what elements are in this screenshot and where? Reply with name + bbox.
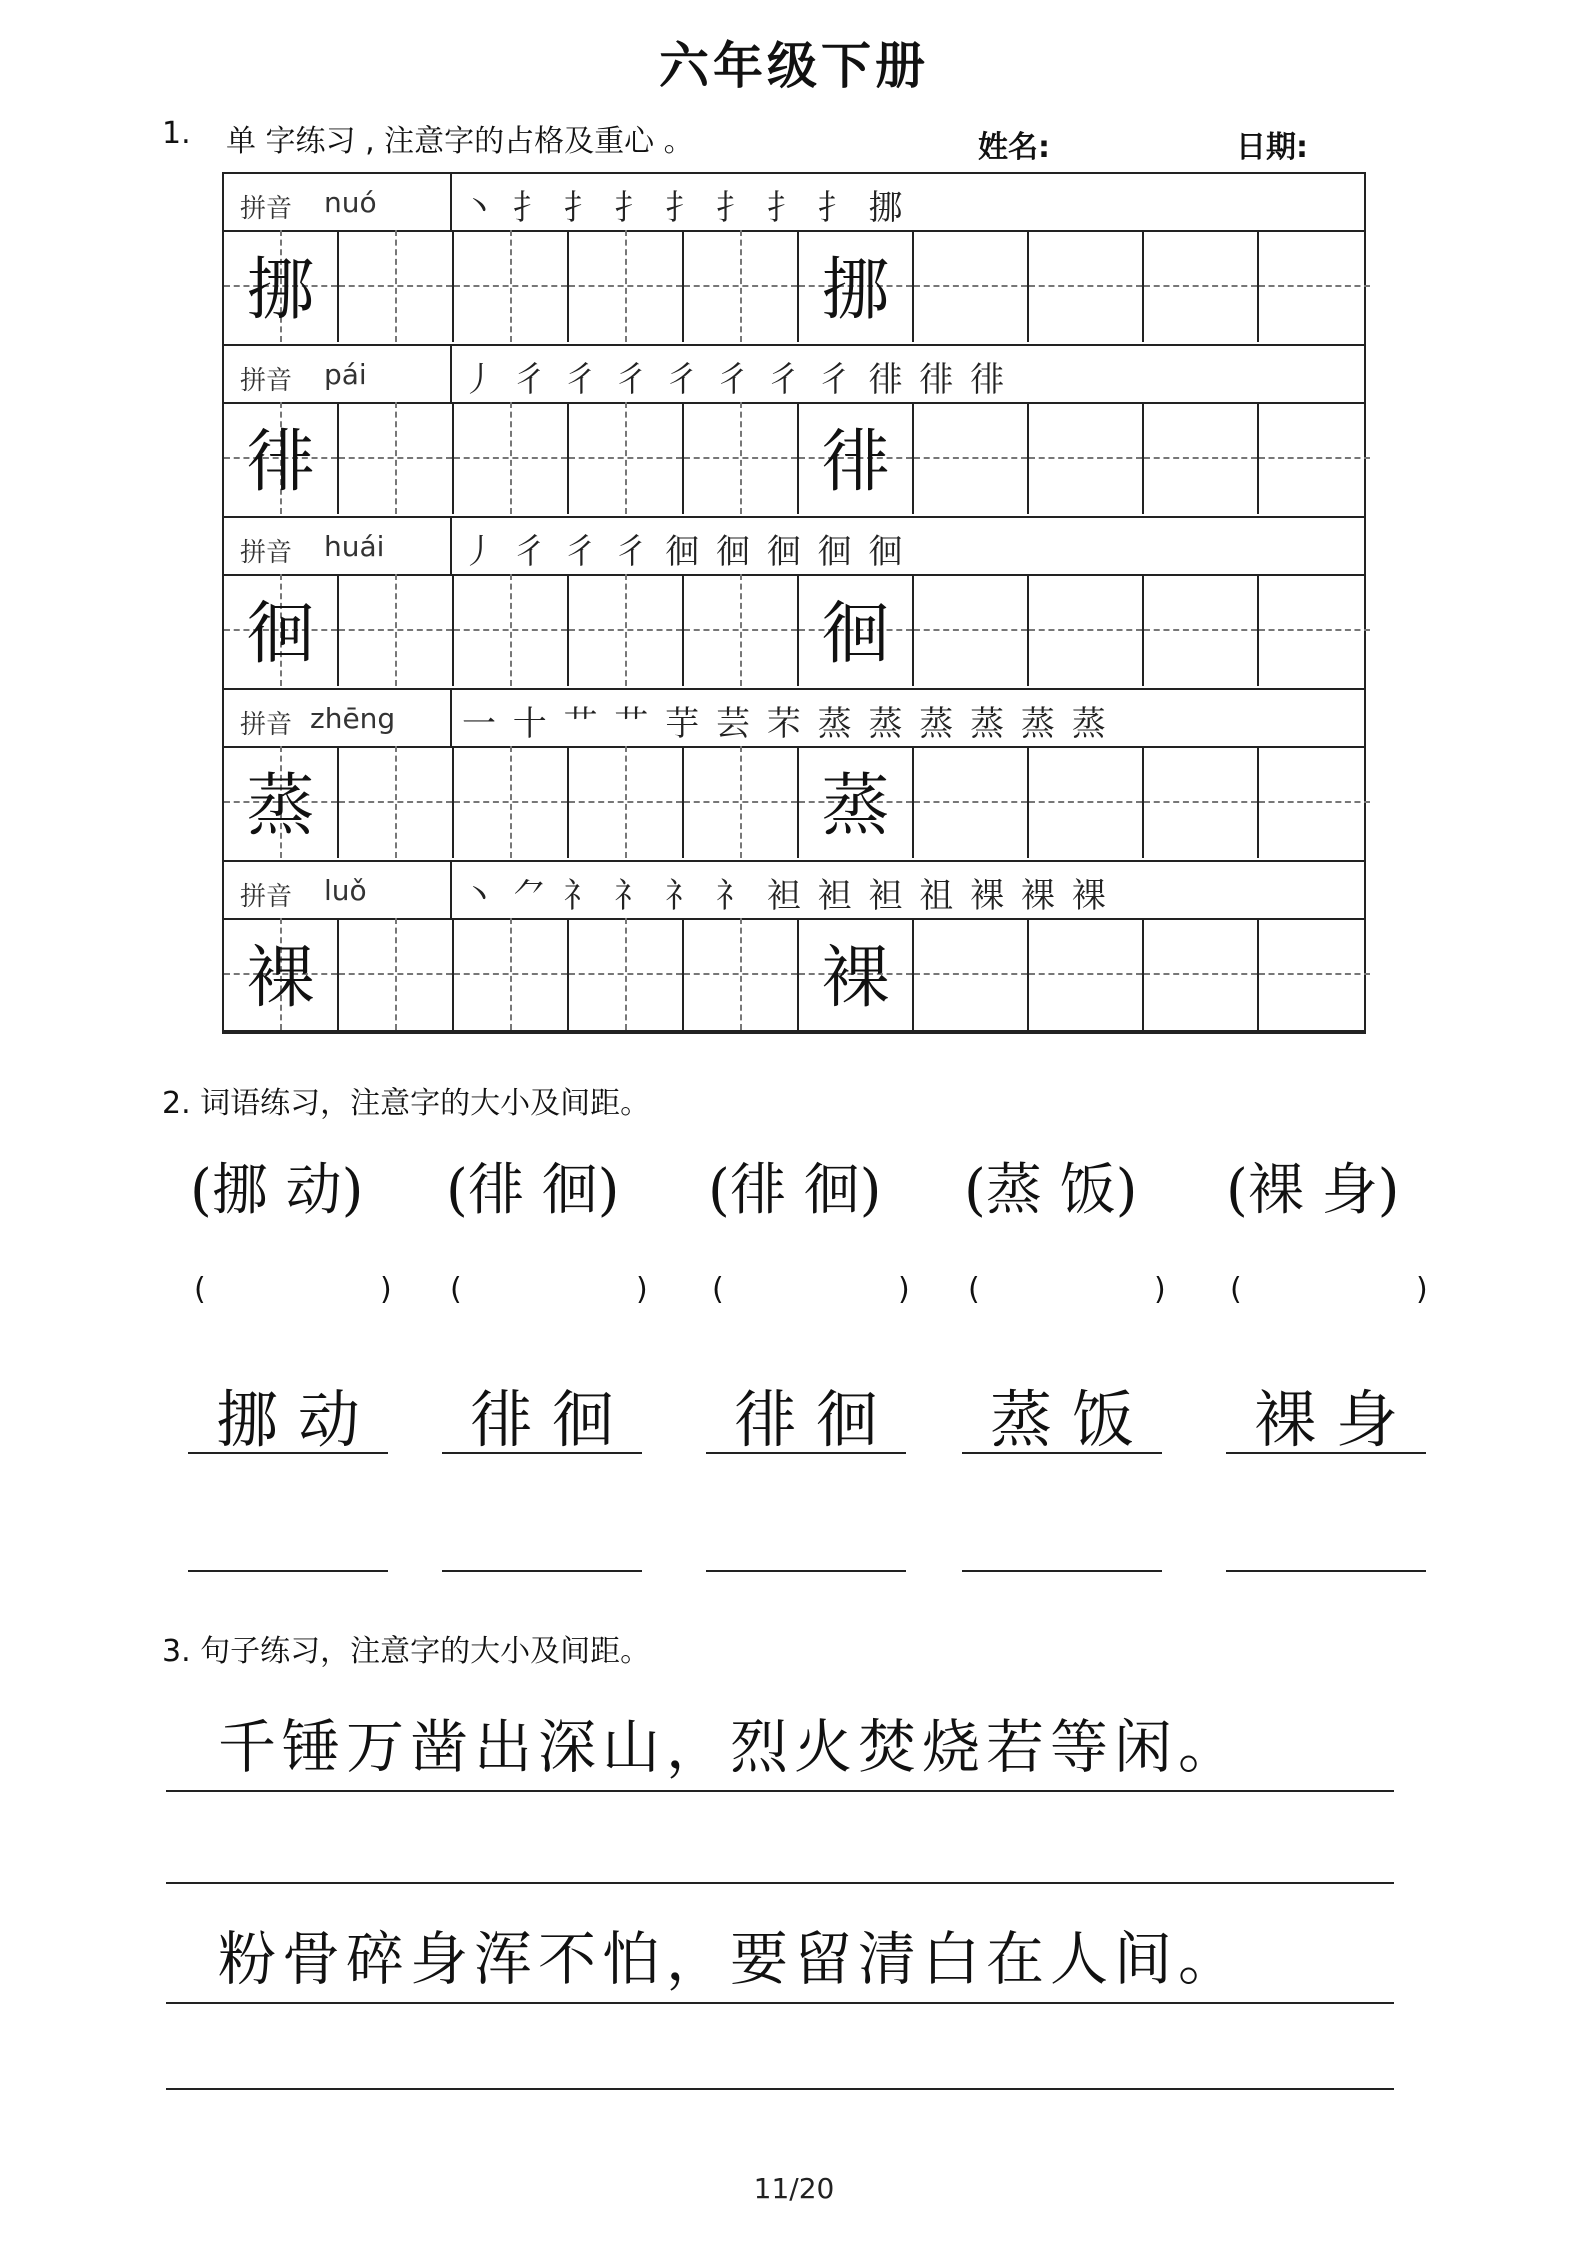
practice-cell[interactable] xyxy=(339,230,454,342)
practice-cell[interactable] xyxy=(1029,918,1144,1030)
practice-cell[interactable] xyxy=(914,746,1029,858)
word-with-parens: (挪 动) xyxy=(190,1158,364,1223)
writing-line[interactable] xyxy=(706,1452,906,1454)
writing-line[interactable] xyxy=(166,1882,1394,1884)
stroke-order: 一 十 艹 艹 芋 芸 芣 蒸 蒸 蒸 蒸 蒸 蒸 xyxy=(462,704,1109,744)
writing-cells-row xyxy=(222,746,1366,862)
model-character-cell xyxy=(224,574,339,686)
writing-line[interactable] xyxy=(1226,1570,1426,1572)
pinyin-row xyxy=(222,172,1366,232)
practice-cell[interactable] xyxy=(1144,746,1259,858)
practice-cell[interactable] xyxy=(684,574,799,686)
writing-line[interactable] xyxy=(188,1570,388,1572)
section-2-instruction: 2. 词语练习，注意字的大小及间距。 xyxy=(162,1086,651,1121)
blank-paren-open[interactable]: ( xyxy=(194,1272,206,1307)
trace-word: 挪 动 xyxy=(216,1383,360,1456)
word-with-parens: (裸 身) xyxy=(1226,1158,1400,1223)
model-character: 徊 xyxy=(821,595,890,674)
trace-word: 徘 徊 xyxy=(734,1383,878,1456)
practice-cell[interactable] xyxy=(1144,574,1259,686)
practice-cell[interactable] xyxy=(569,746,684,858)
sentence-2: 粉骨碎身浑不怕，要留清白在人间。 xyxy=(218,1925,1243,1993)
trace-word: 徘 徊 xyxy=(470,1383,614,1456)
practice-cell[interactable] xyxy=(569,230,684,342)
blank-paren-open[interactable]: ( xyxy=(1230,1272,1242,1307)
practice-cell[interactable] xyxy=(454,402,569,514)
writing-line[interactable] xyxy=(962,1452,1162,1454)
pinyin-row xyxy=(222,860,1366,920)
practice-cell[interactable] xyxy=(339,918,454,1030)
practice-cell[interactable] xyxy=(1144,918,1259,1030)
section-1-number: 1. xyxy=(162,116,191,151)
writing-line[interactable] xyxy=(442,1570,642,1572)
model-character-cell xyxy=(799,402,914,514)
practice-cell[interactable] xyxy=(684,402,799,514)
stroke-order: 丿 彳 彳 彳 彳 彳 彳 彳 徘 徘 徘 xyxy=(462,360,1008,400)
practice-cell[interactable] xyxy=(454,918,569,1030)
model-character-cell xyxy=(224,402,339,514)
writing-cells-row xyxy=(222,402,1366,518)
practice-cell[interactable] xyxy=(1029,746,1144,858)
section-1-instruction: 单 字练习 , 注意字的占格及重心 。 xyxy=(226,124,694,159)
pinyin-value: huái xyxy=(324,530,385,563)
practice-cell[interactable] xyxy=(569,918,684,1030)
practice-cell[interactable] xyxy=(569,402,684,514)
practice-cell[interactable] xyxy=(569,574,684,686)
page-title: 六年级下册 xyxy=(659,37,929,95)
practice-cell[interactable] xyxy=(1029,574,1144,686)
pinyin-value: nuó xyxy=(324,186,377,219)
practice-cell[interactable] xyxy=(684,918,799,1030)
practice-cell[interactable] xyxy=(914,230,1029,342)
practice-cell[interactable] xyxy=(914,918,1029,1030)
pinyin-label: 拼音 xyxy=(240,710,293,740)
pinyin-value: pái xyxy=(324,358,367,391)
blank-paren-close: ) xyxy=(1416,1272,1428,1307)
character-practice-grid xyxy=(222,172,1368,1038)
writing-line[interactable] xyxy=(706,1570,906,1572)
model-character: 徘 xyxy=(821,423,890,502)
writing-line[interactable] xyxy=(166,2088,1394,2090)
practice-cell[interactable] xyxy=(1259,918,1370,1030)
blank-paren-close: ) xyxy=(380,1272,392,1307)
blank-paren-open[interactable]: ( xyxy=(450,1272,462,1307)
model-character: 徘 xyxy=(246,423,315,502)
name-label: 姓名: xyxy=(978,130,1050,165)
writing-line[interactable] xyxy=(442,1452,642,1454)
model-character: 挪 xyxy=(246,251,315,330)
model-character: 裸 xyxy=(821,939,890,1018)
section-3-instruction: 3. 句子练习，注意字的大小及间距。 xyxy=(162,1634,651,1669)
practice-cell[interactable] xyxy=(1144,230,1259,342)
pinyin-row xyxy=(222,688,1366,748)
blank-paren-close: ) xyxy=(898,1272,910,1307)
writing-line[interactable] xyxy=(166,1790,1394,1792)
stroke-order: 丶 ⺈ 礻 礻 礻 礻 袒 袒 袒 祖 裸 裸 裸 xyxy=(462,876,1109,916)
practice-cell[interactable] xyxy=(454,574,569,686)
practice-cell[interactable] xyxy=(339,746,454,858)
pinyin-label: 拼音 xyxy=(240,882,293,912)
model-character-cell xyxy=(224,746,339,858)
blank-paren-open[interactable]: ( xyxy=(712,1272,724,1307)
date-label: 日期: xyxy=(1236,130,1308,165)
practice-cell[interactable] xyxy=(1029,230,1144,342)
practice-cell[interactable] xyxy=(1259,402,1370,514)
practice-cell[interactable] xyxy=(1029,402,1144,514)
model-character: 裸 xyxy=(246,939,315,1018)
writing-cells-row xyxy=(222,230,1366,346)
practice-cell[interactable] xyxy=(914,402,1029,514)
writing-cells-row xyxy=(222,918,1366,1034)
model-character-cell xyxy=(799,574,914,686)
writing-line[interactable] xyxy=(1226,1452,1426,1454)
sentence-1: 千锤万凿出深山，烈火焚烧若等闲。 xyxy=(218,1713,1243,1781)
model-character: 徊 xyxy=(246,595,315,674)
model-character-cell xyxy=(224,918,339,1030)
practice-cell[interactable] xyxy=(684,230,799,342)
pinyin-label: 拼音 xyxy=(240,194,293,224)
model-character: 挪 xyxy=(821,251,890,330)
pinyin-label: 拼音 xyxy=(240,538,293,568)
writing-cells-row xyxy=(222,574,1366,690)
writing-line[interactable] xyxy=(166,2002,1394,2004)
word-with-parens: (徘 徊) xyxy=(708,1158,882,1223)
blank-paren-open[interactable]: ( xyxy=(968,1272,980,1307)
writing-line[interactable] xyxy=(188,1452,388,1454)
practice-cell[interactable] xyxy=(684,746,799,858)
practice-cell[interactable] xyxy=(1144,402,1259,514)
trace-word: 蒸 饭 xyxy=(990,1383,1134,1456)
pinyin-value: luǒ xyxy=(324,874,367,907)
practice-cell[interactable] xyxy=(339,402,454,514)
trace-word: 裸 身 xyxy=(1254,1383,1398,1456)
stroke-order: 丶 扌 扌 扌 扌 扌 扌 扌 挪 xyxy=(462,188,906,228)
practice-cell[interactable] xyxy=(1259,746,1370,858)
model-character: 蒸 xyxy=(246,767,315,846)
word-with-parens: (徘 徊) xyxy=(446,1158,620,1223)
pinyin-row xyxy=(222,516,1366,576)
pinyin-row xyxy=(222,344,1366,404)
model-character-cell xyxy=(224,230,339,342)
practice-cell[interactable] xyxy=(454,230,569,342)
page-number: 11/20 xyxy=(753,2172,835,2205)
model-character: 蒸 xyxy=(821,767,890,846)
practice-cell[interactable] xyxy=(454,746,569,858)
writing-line[interactable] xyxy=(962,1570,1162,1572)
pinyin-label: 拼音 xyxy=(240,366,293,396)
practice-cell[interactable] xyxy=(1259,574,1370,686)
pinyin-value: zhēng xyxy=(310,702,396,735)
blank-paren-close: ) xyxy=(1154,1272,1166,1307)
stroke-order: 丿 彳 彳 彳 徊 徊 徊 徊 徊 xyxy=(462,532,906,572)
practice-cell[interactable] xyxy=(339,574,454,686)
blank-paren-close: ) xyxy=(636,1272,648,1307)
practice-cell[interactable] xyxy=(914,574,1029,686)
practice-cell[interactable] xyxy=(1259,230,1370,342)
model-character-cell xyxy=(799,746,914,858)
model-character-cell xyxy=(799,230,914,342)
model-character-cell xyxy=(799,918,914,1030)
word-with-parens: (蒸 饭) xyxy=(964,1158,1138,1223)
